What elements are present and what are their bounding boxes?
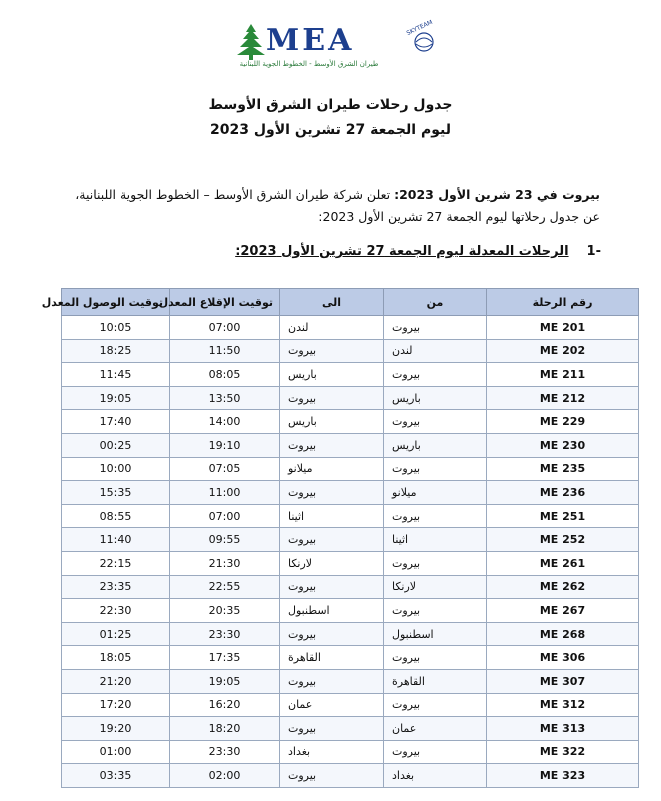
table-row <box>62 386 639 410</box>
flight-number-cell: ME 307 <box>487 669 639 693</box>
departure-time-cell: 11:00 <box>170 481 280 505</box>
destination-cell: لندن <box>280 316 384 340</box>
destination-cell: باريس <box>280 410 384 434</box>
destination-cell: باريس <box>280 363 384 387</box>
departure-time-cell: 14:00 <box>170 410 280 434</box>
origin-cell: اثينا <box>384 528 487 552</box>
table-row <box>62 481 639 505</box>
destination-cell: اثينا <box>280 504 384 528</box>
table-row <box>62 316 639 340</box>
arrival-time-cell: 11:40 <box>62 528 170 552</box>
departure-time-cell: 11:50 <box>170 339 280 363</box>
departure-time-cell: 23:30 <box>170 622 280 646</box>
brand-wordmark: MEA <box>266 23 355 58</box>
origin-cell: بيروت <box>384 410 487 434</box>
section-heading <box>235 244 601 259</box>
flight-number-cell: ME 262 <box>487 575 639 599</box>
table-row <box>62 551 639 575</box>
arrival-time-cell: 18:25 <box>62 339 170 363</box>
table-row <box>62 528 639 552</box>
destination-cell: القاهرة <box>280 646 384 670</box>
table-header-row <box>62 289 639 316</box>
arrival-time-cell: 01:00 <box>62 740 170 764</box>
destination-cell: بيروت <box>280 764 384 788</box>
destination-cell: بيروت <box>280 717 384 741</box>
flight-number-cell: ME 230 <box>487 433 639 457</box>
flight-number-cell: ME 322 <box>487 740 639 764</box>
origin-cell: ميلانو <box>384 481 487 505</box>
header-departure-time: توقيت الإقلاع المعدل <box>170 289 280 316</box>
arrival-time-cell: 00:25 <box>62 433 170 457</box>
header-from: من <box>384 289 487 316</box>
table-row <box>62 693 639 717</box>
departure-time-cell: 19:05 <box>170 669 280 693</box>
page-subtitle: ليوم الجمعة 27 تشرين الأول 2023 <box>210 122 451 138</box>
mea-logo <box>232 18 442 78</box>
destination-cell: بيروت <box>280 481 384 505</box>
flight-number-cell: ME 323 <box>487 764 639 788</box>
departure-time-cell: 19:10 <box>170 433 280 457</box>
origin-cell: لندن <box>384 339 487 363</box>
flight-number-cell: ME 306 <box>487 646 639 670</box>
origin-cell: باريس <box>384 433 487 457</box>
table-row <box>62 764 639 788</box>
origin-cell: عمان <box>384 717 487 741</box>
arrival-time-cell: 22:30 <box>62 599 170 623</box>
table-row <box>62 599 639 623</box>
intro-lead: بيروت في 23 شرين الأول 2023: <box>394 187 600 202</box>
arrival-time-cell: 10:05 <box>62 316 170 340</box>
destination-cell: لارنكا <box>280 551 384 575</box>
origin-cell: بغداد <box>384 764 487 788</box>
flight-number-cell: ME 261 <box>487 551 639 575</box>
table-row <box>62 740 639 764</box>
flight-schedule-table <box>41 288 639 788</box>
flight-number-cell: ME 268 <box>487 622 639 646</box>
page-title: جدول رحلات طيران الشرق الأوسط <box>208 97 453 113</box>
header-flight-number: رقم الرحلة <box>487 289 639 316</box>
skyteam-label: SKYTEAM <box>405 18 434 38</box>
departure-time-cell: 21:30 <box>170 551 280 575</box>
origin-cell: بيروت <box>384 316 487 340</box>
header-to: الى <box>280 289 384 316</box>
arrival-time-cell: 10:00 <box>62 457 170 481</box>
flight-number-cell: ME 211 <box>487 363 639 387</box>
origin-cell: لارنكا <box>384 575 487 599</box>
flight-number-cell: ME 235 <box>487 457 639 481</box>
table-row <box>62 646 639 670</box>
origin-cell: اسطنبول <box>384 622 487 646</box>
destination-cell: بغداد <box>280 740 384 764</box>
flight-number-cell: ME 229 <box>487 410 639 434</box>
table-row <box>62 433 639 457</box>
departure-time-cell: 02:00 <box>170 764 280 788</box>
origin-cell: بيروت <box>384 740 487 764</box>
arrival-time-cell: 18:05 <box>62 646 170 670</box>
flight-number-cell: ME 251 <box>487 504 639 528</box>
destination-cell: بيروت <box>280 669 384 693</box>
table-row <box>62 622 639 646</box>
arrival-time-cell: 15:35 <box>62 481 170 505</box>
arrival-time-cell: 22:15 <box>62 551 170 575</box>
departure-time-cell: 09:55 <box>170 528 280 552</box>
section-number: -1 <box>586 244 601 259</box>
destination-cell: بيروت <box>280 339 384 363</box>
flight-number-cell: ME 201 <box>487 316 639 340</box>
departure-time-cell: 22:55 <box>170 575 280 599</box>
destination-cell: ميلانو <box>280 457 384 481</box>
flight-number-cell: ME 312 <box>487 693 639 717</box>
destination-cell: بيروت <box>280 386 384 410</box>
departure-time-cell: 23:30 <box>170 740 280 764</box>
departure-time-cell: 16:20 <box>170 693 280 717</box>
departure-time-cell: 13:50 <box>170 386 280 410</box>
departure-time-cell: 08:05 <box>170 363 280 387</box>
origin-cell: بيروت <box>384 693 487 717</box>
intro-text: تعلن شركة طيران الشرق الأوسط – الخطوط الجوية اللبنانية، عن جدول رحلاتها ليوم الجمعة 27 تشرين الأول 2023: <box>75 187 600 224</box>
arrival-time-cell: 17:40 <box>62 410 170 434</box>
arrival-time-cell: 11:45 <box>62 363 170 387</box>
flight-number-cell: ME 236 <box>487 481 639 505</box>
arrival-time-cell: 19:05 <box>62 386 170 410</box>
table-row <box>62 717 639 741</box>
origin-cell: بيروت <box>384 457 487 481</box>
origin-cell: بيروت <box>384 551 487 575</box>
flight-number-cell: ME 202 <box>487 339 639 363</box>
table-row <box>62 339 639 363</box>
origin-cell: بيروت <box>384 599 487 623</box>
origin-cell: القاهرة <box>384 669 487 693</box>
table-row <box>62 363 639 387</box>
table-row <box>62 410 639 434</box>
table-row <box>62 575 639 599</box>
flight-number-cell: ME 313 <box>487 717 639 741</box>
arrival-time-cell: 19:20 <box>62 717 170 741</box>
destination-cell: بيروت <box>280 433 384 457</box>
arrival-time-cell: 08:55 <box>62 504 170 528</box>
skyteam-logo-icon <box>404 20 438 60</box>
departure-time-cell: 17:35 <box>170 646 280 670</box>
arrival-time-cell: 17:20 <box>62 693 170 717</box>
table-row <box>62 669 639 693</box>
section-title: الرحلات المعدلة ليوم الجمعة 27 تشرين الأول 2023: <box>235 244 569 259</box>
table-row <box>62 504 639 528</box>
flight-number-cell: ME 267 <box>487 599 639 623</box>
destination-cell: عمان <box>280 693 384 717</box>
arrival-time-cell: 03:35 <box>62 764 170 788</box>
destination-cell: بيروت <box>280 575 384 599</box>
intro-paragraph <box>60 184 600 228</box>
arrival-time-cell: 01:25 <box>62 622 170 646</box>
departure-time-cell: 18:20 <box>170 717 280 741</box>
table-row <box>62 457 639 481</box>
origin-cell: باريس <box>384 386 487 410</box>
flight-number-cell: ME 212 <box>487 386 639 410</box>
arrival-time-cell: 21:20 <box>62 669 170 693</box>
brand-tagline: طيران الشرق الأوسط - الخطوط الجوية اللبنانية <box>239 60 379 68</box>
destination-cell: اسطنبول <box>280 599 384 623</box>
header-arrival-time: توقيت الوصول المعدل <box>62 289 170 316</box>
cedar-tree-icon <box>236 24 266 60</box>
departure-time-cell: 07:00 <box>170 504 280 528</box>
departure-time-cell: 07:05 <box>170 457 280 481</box>
destination-cell: بيروت <box>280 528 384 552</box>
origin-cell: بيروت <box>384 646 487 670</box>
arrival-time-cell: 23:35 <box>62 575 170 599</box>
flight-number-cell: ME 252 <box>487 528 639 552</box>
origin-cell: بيروت <box>384 504 487 528</box>
destination-cell: بيروت <box>280 622 384 646</box>
departure-time-cell: 07:00 <box>170 316 280 340</box>
departure-time-cell: 20:35 <box>170 599 280 623</box>
origin-cell: بيروت <box>384 363 487 387</box>
